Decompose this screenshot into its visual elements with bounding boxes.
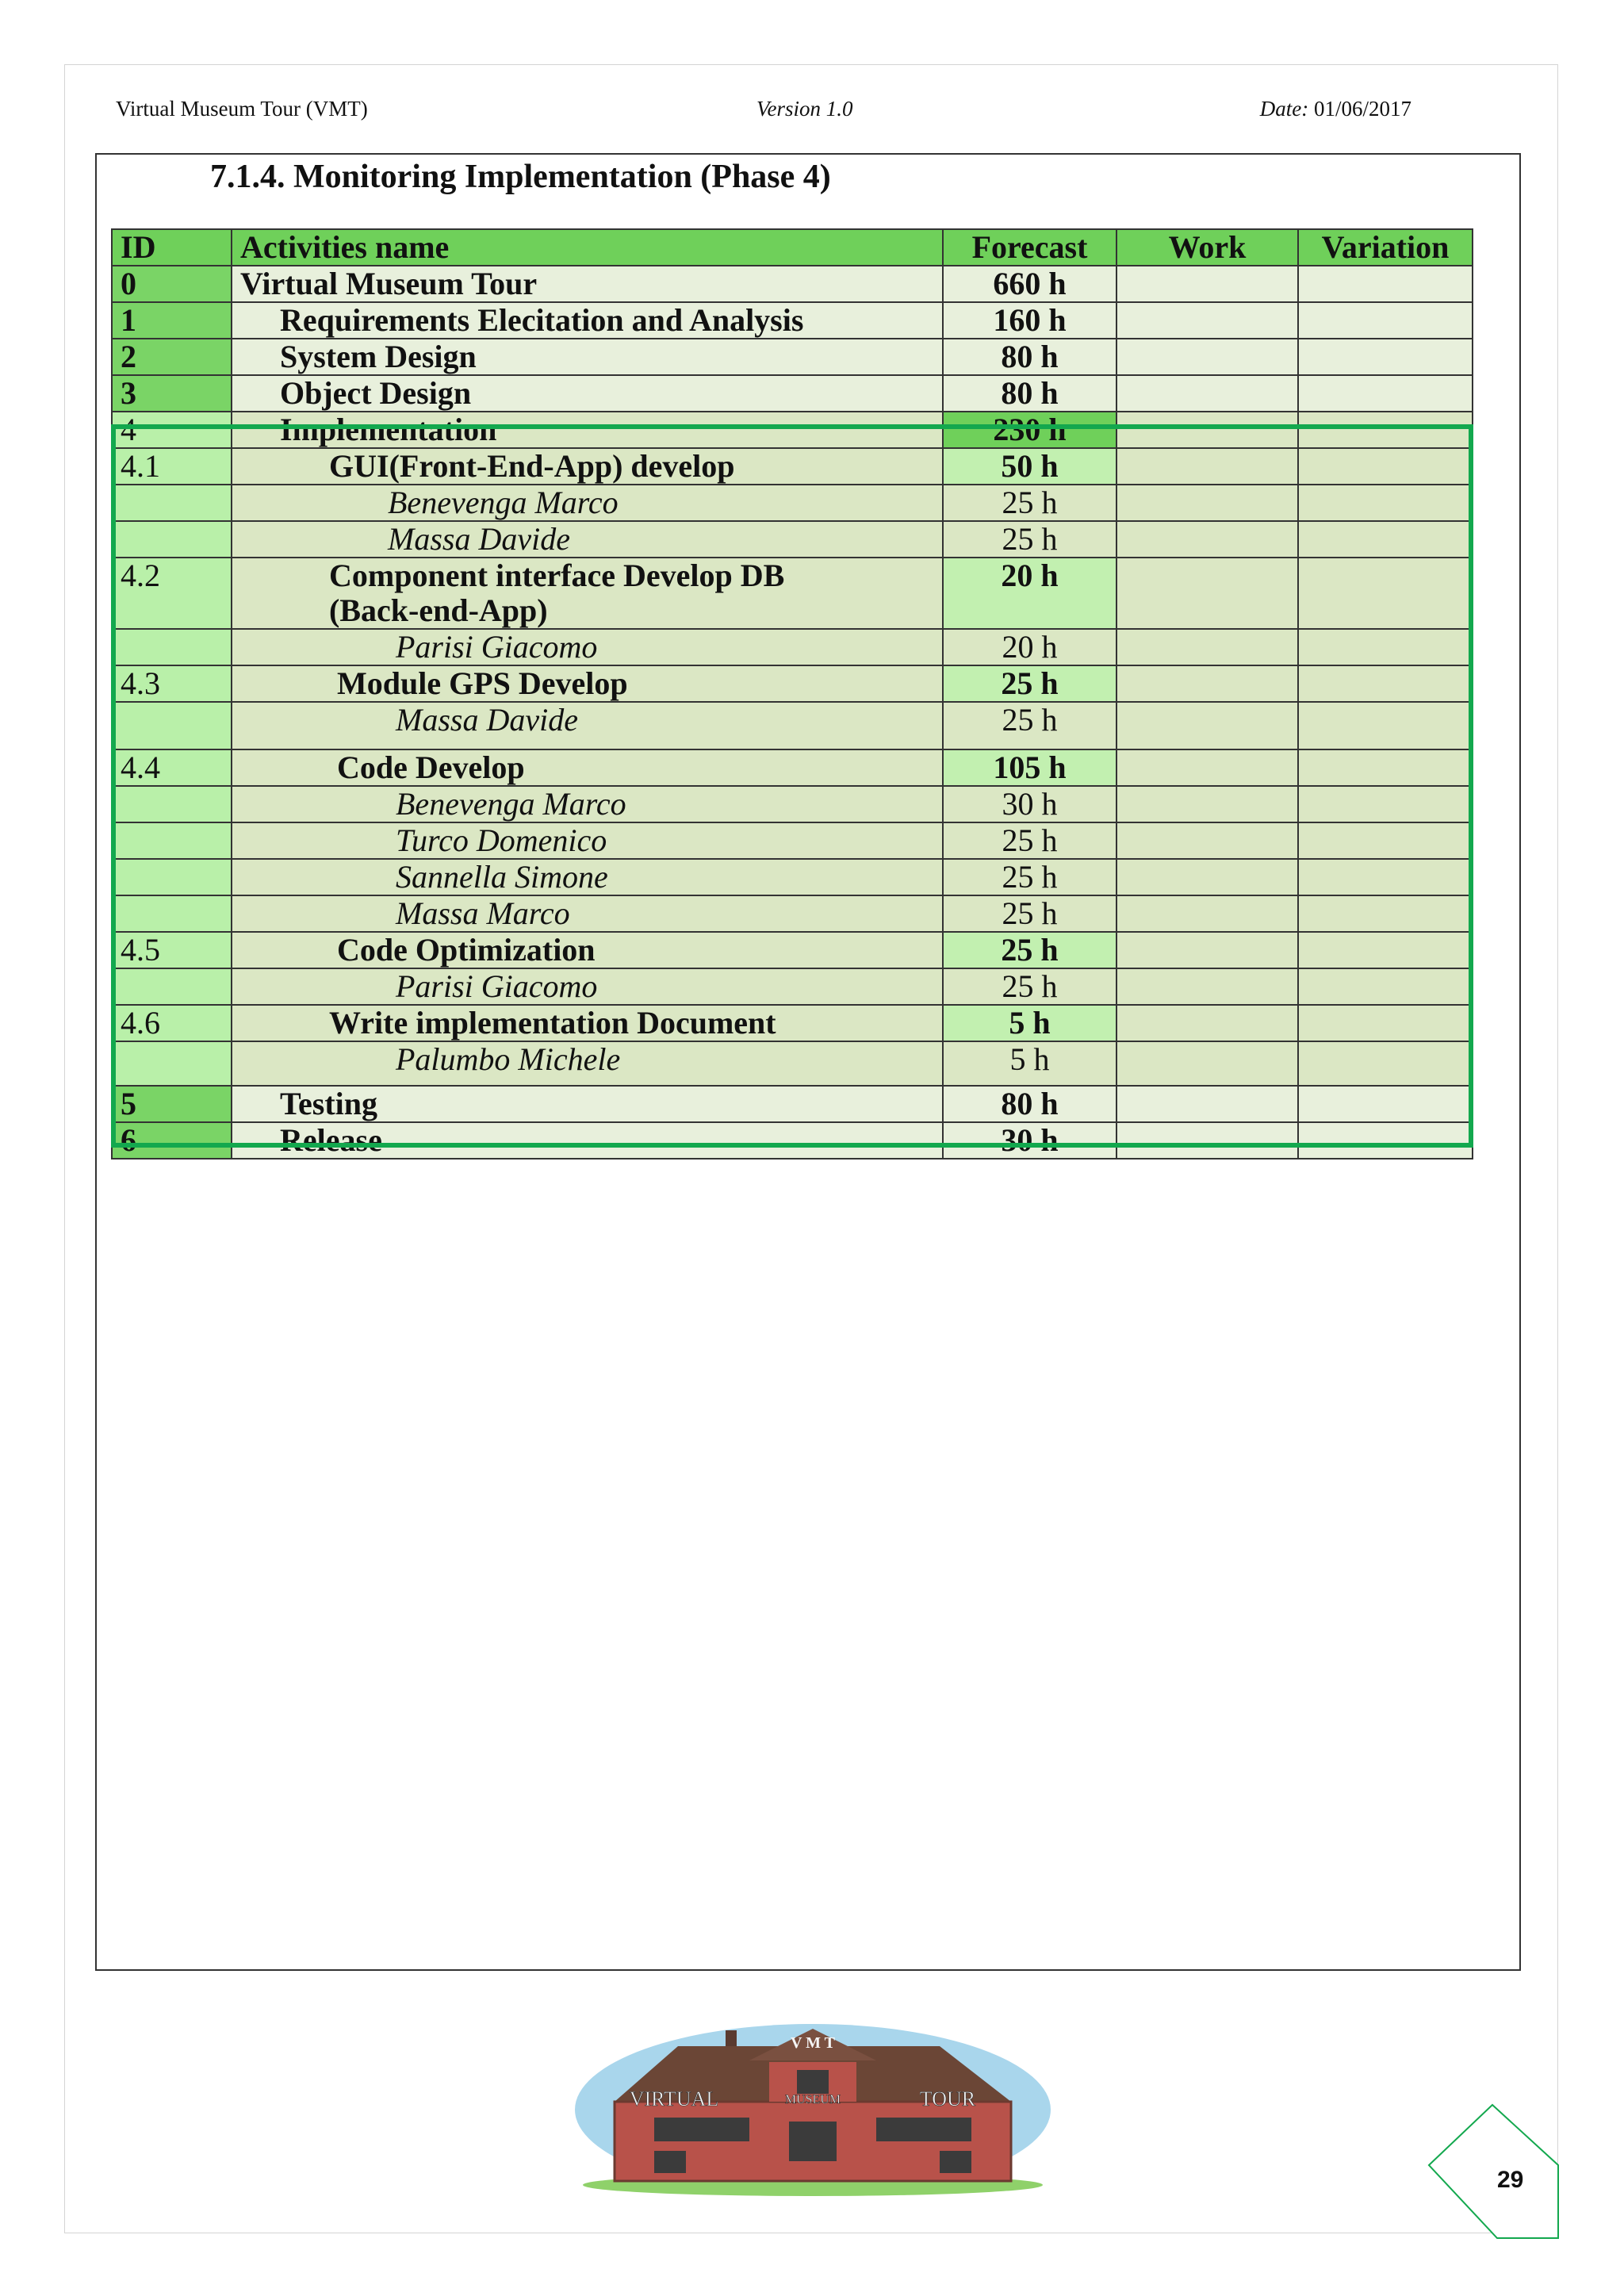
cell-name — [232, 558, 943, 629]
cell-name: Sannella Simone — [232, 859, 943, 895]
cell-forecast: 105 h — [943, 749, 1116, 786]
table-row — [112, 1005, 1473, 1041]
cell-id: 1 — [112, 302, 232, 339]
cell-variation — [1298, 665, 1473, 702]
cell-id: 0 — [112, 266, 232, 302]
cell-variation — [1298, 629, 1473, 665]
cell-id — [112, 485, 232, 521]
table-row — [112, 786, 1473, 822]
cell-name: Virtual Museum Tour — [232, 266, 943, 302]
table-row — [112, 485, 1473, 521]
table-row — [112, 968, 1473, 1005]
cell-name: Code Optimization — [232, 932, 943, 968]
cell-variation — [1298, 485, 1473, 521]
cell-name: Implementation — [232, 412, 943, 448]
cell-id: 4.4 — [112, 749, 232, 786]
cell-work — [1116, 1122, 1298, 1159]
col-header-work: Work — [1116, 229, 1298, 266]
cell-work — [1116, 485, 1298, 521]
cell-forecast: 80 h — [943, 1086, 1116, 1122]
table-row — [112, 895, 1473, 932]
table-row — [112, 339, 1473, 375]
table-row — [112, 448, 1473, 485]
cell-forecast: 25 h — [943, 895, 1116, 932]
table-row — [112, 558, 1473, 629]
cell-work — [1116, 665, 1298, 702]
cell-id — [112, 968, 232, 1005]
cell-forecast: 50 h — [943, 448, 1116, 485]
cell-forecast: 5 h — [943, 1041, 1116, 1086]
cell-variation — [1298, 968, 1473, 1005]
cell-work — [1116, 932, 1298, 968]
cell-forecast: 25 h — [943, 485, 1116, 521]
cell-name: Benevenga Marco — [232, 786, 943, 822]
cell-work — [1116, 749, 1298, 786]
cell-variation — [1298, 448, 1473, 485]
cell-work — [1116, 786, 1298, 822]
cell-name: Massa Davide — [232, 521, 943, 558]
page-badge-shape — [1427, 2102, 1562, 2240]
cell-name: Object Design — [232, 375, 943, 412]
cell-id — [112, 822, 232, 859]
cell-id — [112, 859, 232, 895]
section-title: 7.1.4. Monitoring Implementation (Phase 4) — [210, 159, 831, 195]
cell-name: System Design — [232, 339, 943, 375]
table-row — [112, 859, 1473, 895]
logo-word-right: TOUR — [919, 2087, 976, 2110]
cell-variation — [1298, 1122, 1473, 1159]
col-header-forecast: Forecast — [943, 229, 1116, 266]
cell-name: Parisi Giacomo — [232, 968, 943, 1005]
cell-name: Write implementation Document — [232, 1005, 943, 1041]
cell-forecast: 230 h — [943, 412, 1116, 448]
cell-work — [1116, 822, 1298, 859]
table-header-row — [112, 229, 1473, 266]
cell-work — [1116, 302, 1298, 339]
cell-work — [1116, 558, 1298, 629]
cell-work — [1116, 375, 1298, 412]
cell-work — [1116, 521, 1298, 558]
cell-forecast: 20 h — [943, 629, 1116, 665]
cell-name: Benevenga Marco — [232, 485, 943, 521]
cell-id — [112, 786, 232, 822]
cell-variation — [1298, 302, 1473, 339]
doc-date — [1260, 97, 1411, 121]
table-row — [112, 932, 1473, 968]
cell-forecast: 25 h — [943, 665, 1116, 702]
table-row — [112, 629, 1473, 665]
date-label: Date: — [1259, 97, 1309, 121]
table-row — [112, 1086, 1473, 1122]
cell-work — [1116, 629, 1298, 665]
cell-work — [1116, 968, 1298, 1005]
cell-id — [112, 702, 232, 749]
page-header — [116, 97, 1450, 128]
cell-id — [112, 629, 232, 665]
cell-variation — [1298, 339, 1473, 375]
logo-word-mid: MUSEUM — [784, 2093, 841, 2106]
cell-forecast: 20 h — [943, 558, 1116, 629]
cell-forecast: 80 h — [943, 339, 1116, 375]
cell-id — [112, 1041, 232, 1086]
table-row — [112, 302, 1473, 339]
cell-id: 4.2 — [112, 558, 232, 629]
cell-variation — [1298, 375, 1473, 412]
cell-id — [112, 895, 232, 932]
page-number-badge — [1427, 2102, 1562, 2240]
cell-id: 6 — [112, 1122, 232, 1159]
table-row — [112, 521, 1473, 558]
cell-variation — [1298, 702, 1473, 749]
cell-forecast: 25 h — [943, 932, 1116, 968]
cell-id: 4.1 — [112, 448, 232, 485]
cell-work — [1116, 895, 1298, 932]
cell-forecast: 25 h — [943, 822, 1116, 859]
cell-name: Module GPS Develop — [232, 665, 943, 702]
cell-work — [1116, 1005, 1298, 1041]
table-row — [112, 375, 1473, 412]
cell-variation — [1298, 1005, 1473, 1041]
cell-work — [1116, 266, 1298, 302]
cell-id: 4.6 — [112, 1005, 232, 1041]
logo-word-left: VIRTUAL — [629, 2087, 719, 2110]
table-row — [112, 412, 1473, 448]
cell-variation — [1298, 859, 1473, 895]
col-header-name: Activities name — [232, 229, 943, 266]
cell-forecast: 25 h — [943, 521, 1116, 558]
cell-variation — [1298, 558, 1473, 629]
cell-variation — [1298, 1041, 1473, 1086]
cell-forecast: 80 h — [943, 375, 1116, 412]
col-header-variation: Variation — [1298, 229, 1473, 266]
cell-name: Massa Marco — [232, 895, 943, 932]
cell-id — [112, 521, 232, 558]
cell-forecast: 30 h — [943, 1122, 1116, 1159]
table-row — [112, 702, 1473, 749]
page-number: 29 — [1497, 2167, 1524, 2193]
cell-variation — [1298, 822, 1473, 859]
date-value: 01/06/2017 — [1313, 97, 1411, 121]
cell-name: Palumbo Michele — [232, 1041, 943, 1086]
cell-work — [1116, 1041, 1298, 1086]
cell-forecast: 30 h — [943, 786, 1116, 822]
cell-work — [1116, 448, 1298, 485]
cell-name-line1: Component interface Develop DB — [329, 558, 785, 593]
cell-variation — [1298, 932, 1473, 968]
cell-forecast: 25 h — [943, 859, 1116, 895]
cell-work — [1116, 702, 1298, 749]
cell-name: Requirements Elecitation and Analysis — [232, 302, 943, 339]
cell-variation — [1298, 266, 1473, 302]
table-row — [112, 749, 1473, 786]
cell-name: GUI(Front-End-App) develop — [232, 448, 943, 485]
cell-variation — [1298, 1086, 1473, 1122]
table-row — [112, 266, 1473, 302]
logo-initials: V M T — [791, 2034, 835, 2052]
cell-id: 4 — [112, 412, 232, 448]
table-row — [112, 1122, 1473, 1159]
cell-variation — [1298, 786, 1473, 822]
cell-work — [1116, 412, 1298, 448]
table-row — [112, 822, 1473, 859]
cell-work — [1116, 859, 1298, 895]
cell-id: 2 — [112, 339, 232, 375]
cell-id: 3 — [112, 375, 232, 412]
cell-forecast: 160 h — [943, 302, 1116, 339]
activity-table — [111, 228, 1473, 1159]
cell-name: Massa Davide — [232, 702, 943, 749]
cell-forecast: 5 h — [943, 1005, 1116, 1041]
cell-name: Testing — [232, 1086, 943, 1122]
cell-id: 5 — [112, 1086, 232, 1122]
cell-variation — [1298, 749, 1473, 786]
cell-variation — [1298, 895, 1473, 932]
table-row — [112, 665, 1473, 702]
cell-forecast: 25 h — [943, 968, 1116, 1005]
cell-name: Release — [232, 1122, 943, 1159]
doc-title: Virtual Museum Tour (VMT) — [116, 97, 368, 121]
cell-id: 4.5 — [112, 932, 232, 968]
cell-name: Parisi Giacomo — [232, 629, 943, 665]
cell-id: 4.3 — [112, 665, 232, 702]
cell-forecast: 25 h — [943, 702, 1116, 749]
cell-name-line2: (Back-end-App) — [329, 592, 548, 628]
cell-name: Turco Domenico — [232, 822, 943, 859]
col-header-id: ID — [112, 229, 232, 266]
cell-forecast: 660 h — [943, 266, 1116, 302]
cell-work — [1116, 1086, 1298, 1122]
doc-version: Version 1.0 — [756, 97, 853, 121]
cell-variation — [1298, 412, 1473, 448]
cell-name: Code Develop — [232, 749, 943, 786]
cell-work — [1116, 339, 1298, 375]
table-row — [112, 1041, 1473, 1086]
vmt-logo — [567, 2014, 1074, 2197]
cell-variation — [1298, 521, 1473, 558]
